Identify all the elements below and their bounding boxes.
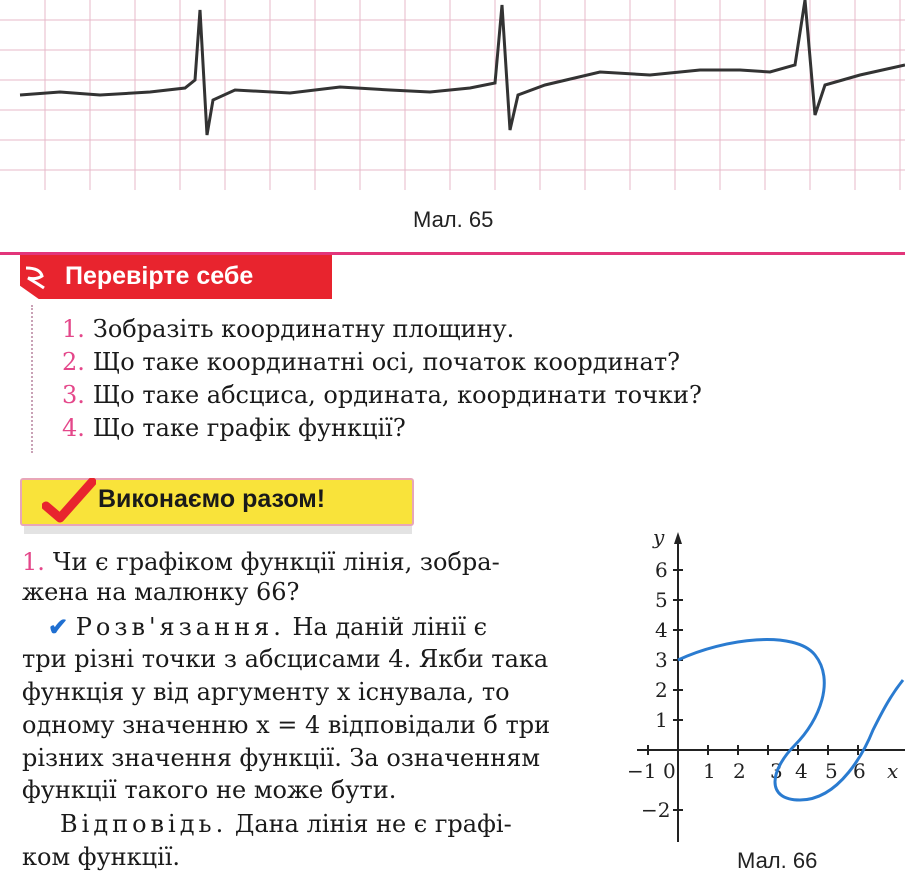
y-axis-label: y: [653, 525, 665, 549]
question-4: 4. Що таке графік функції?: [62, 414, 406, 442]
figure-65-caption: Мал. 65: [413, 207, 494, 232]
x-tick-neg1: −1: [627, 759, 657, 783]
y-axis-arrow: [674, 532, 682, 544]
x-tick-5: 5: [825, 759, 838, 783]
solution-line-3: функція y від аргументу x існувала, то: [22, 678, 510, 706]
dotted-margin: [31, 305, 41, 453]
solution-label: Розв'язання.: [75, 613, 285, 641]
x-tick-1: 1: [703, 759, 716, 783]
task-line-2: жена на малюнку 66?: [22, 578, 300, 606]
question-2: 2. Що таке координатні осі, початок координат?: [62, 348, 680, 376]
x-tick-4: 4: [795, 759, 808, 783]
y-tick-1: 1: [655, 708, 668, 732]
section-divider: [0, 252, 905, 255]
question-1: 1. Зобразіть координатну площину.: [62, 315, 515, 343]
solution-line-2: три різні точки з абсцисами 4. Якби така: [22, 645, 549, 673]
do-together-title: Виконаємо разом!: [98, 485, 326, 513]
solution-line-4: одному значенню x = 4 відповідали б три: [22, 711, 551, 739]
answer-label: Відповідь.: [60, 810, 228, 838]
ribbon-icon: [22, 262, 50, 292]
x-tick-0: 0: [663, 759, 676, 783]
x-axis-label: x: [887, 759, 899, 783]
x-tick-6: 6: [853, 759, 866, 783]
y-tick-2: 2: [655, 678, 668, 702]
checkmark-icon: [42, 478, 96, 524]
y-tick-neg2: −2: [641, 798, 671, 822]
check-icon: ✔: [48, 612, 69, 641]
solution-line-5: різних значення функції. За означенням: [22, 744, 541, 772]
question-3: 3. Що таке абсциса, ордината, координати точки?: [62, 381, 702, 409]
figure-66-caption: Мал. 66: [737, 848, 818, 873]
answer-line-1: Відповідь. Дана лінія не є графі-: [60, 810, 512, 838]
answer-line-2: ком функції.: [22, 843, 181, 871]
task-line-1: 1. Чи є графіком функції лінія, зобра-: [22, 548, 500, 576]
y-tick-5: 5: [655, 588, 668, 612]
x-tick-2: 2: [733, 759, 746, 783]
solution-line-1: ✔ Розв'язання. На даній лінії є: [48, 612, 488, 641]
ecg-figure: [0, 0, 905, 195]
y-tick-6: 6: [655, 558, 668, 582]
figure-66-graph: [625, 520, 905, 850]
y-tick-4: 4: [655, 618, 668, 642]
check-yourself-title: Перевірте себе: [65, 262, 254, 290]
x-tick-3: 3: [770, 759, 783, 783]
solution-line-6: функції такого не може бути.: [22, 776, 397, 804]
y-tick-3: 3: [655, 648, 668, 672]
